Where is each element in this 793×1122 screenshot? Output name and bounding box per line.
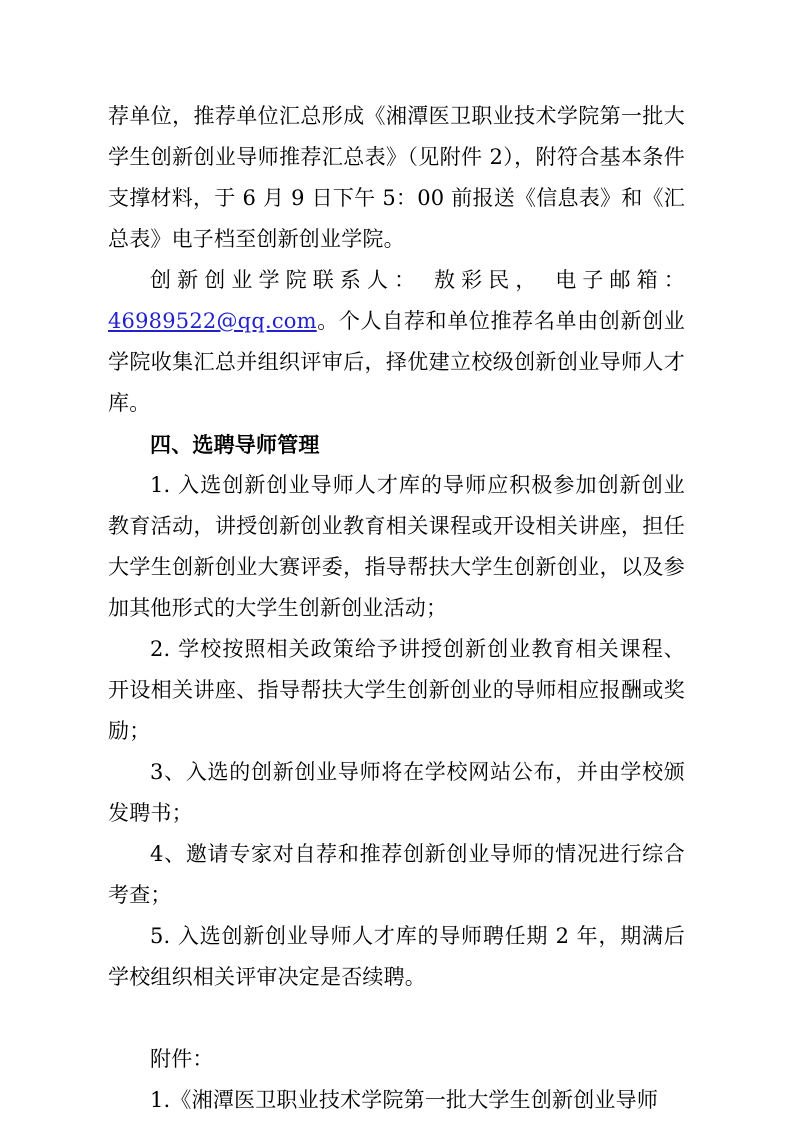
contact-email-link[interactable]: 46989522@qq.com: [108, 309, 317, 333]
paragraph-item-3: 3、入选的创新创业导师将在学校网站公布，并由学校颁发聘书；: [108, 760, 685, 825]
paragraph-recommend-unit: 荐单位，推荐单位汇总形成《湘潭医卫职业技术学院第一批大学生创新创业导师推荐汇总表》（见附件 2），附符合基本条件支撑材料，于 6 月 9 日下午 5：00 前报送《信息表》和《汇总表》电子档至创新创业学院。: [108, 104, 685, 251]
paragraph-attachment-label: 附件：: [150, 1047, 214, 1071]
paragraph-item-1: 1. 入选创新创业导师人才库的导师应积极参加创新创业教育活动，讲授创新创业教育相关课程或开设相关讲座，担任大学生创新创业大赛评委，指导帮扶大学生创新创业，以及参加其他形式的大学生创新创业活动；: [108, 473, 685, 620]
paragraph-spacer: [108, 998, 685, 1039]
paragraph-item-4: 4、邀请专家对自荐和推荐创新创业导师的情况进行综合考查；: [108, 842, 685, 907]
paragraph-contact-text-after: 。个人自荐和单位推荐名单由创新创业学院收集汇总并组织评审后，择优建立校级创新创业导师人才库。: [108, 309, 685, 415]
paragraph-item-5: 5. 入选创新创业导师人才库的导师聘任期 2 年，期满后学校组织相关评审决定是否续聘。: [108, 924, 685, 989]
paragraph-contact-text-before: 创新创业学院联系人： 敖彩民， 电子邮箱：: [150, 268, 685, 292]
paragraph-attachment-1: 1.《湘潭医卫职业技术学院第一批大学生创新创业导师: [150, 1088, 659, 1112]
paragraph-contact: [108, 260, 685, 424]
document-body: [108, 96, 685, 1121]
paragraph-item-2: 2. 学校按照相关政策给予讲授创新创业教育相关课程、开设相关讲座、指导帮扶大学生创新创业的导师相应报酬或奖励；: [108, 637, 685, 743]
heading-section-four: 四、选聘导师管理: [150, 432, 320, 457]
